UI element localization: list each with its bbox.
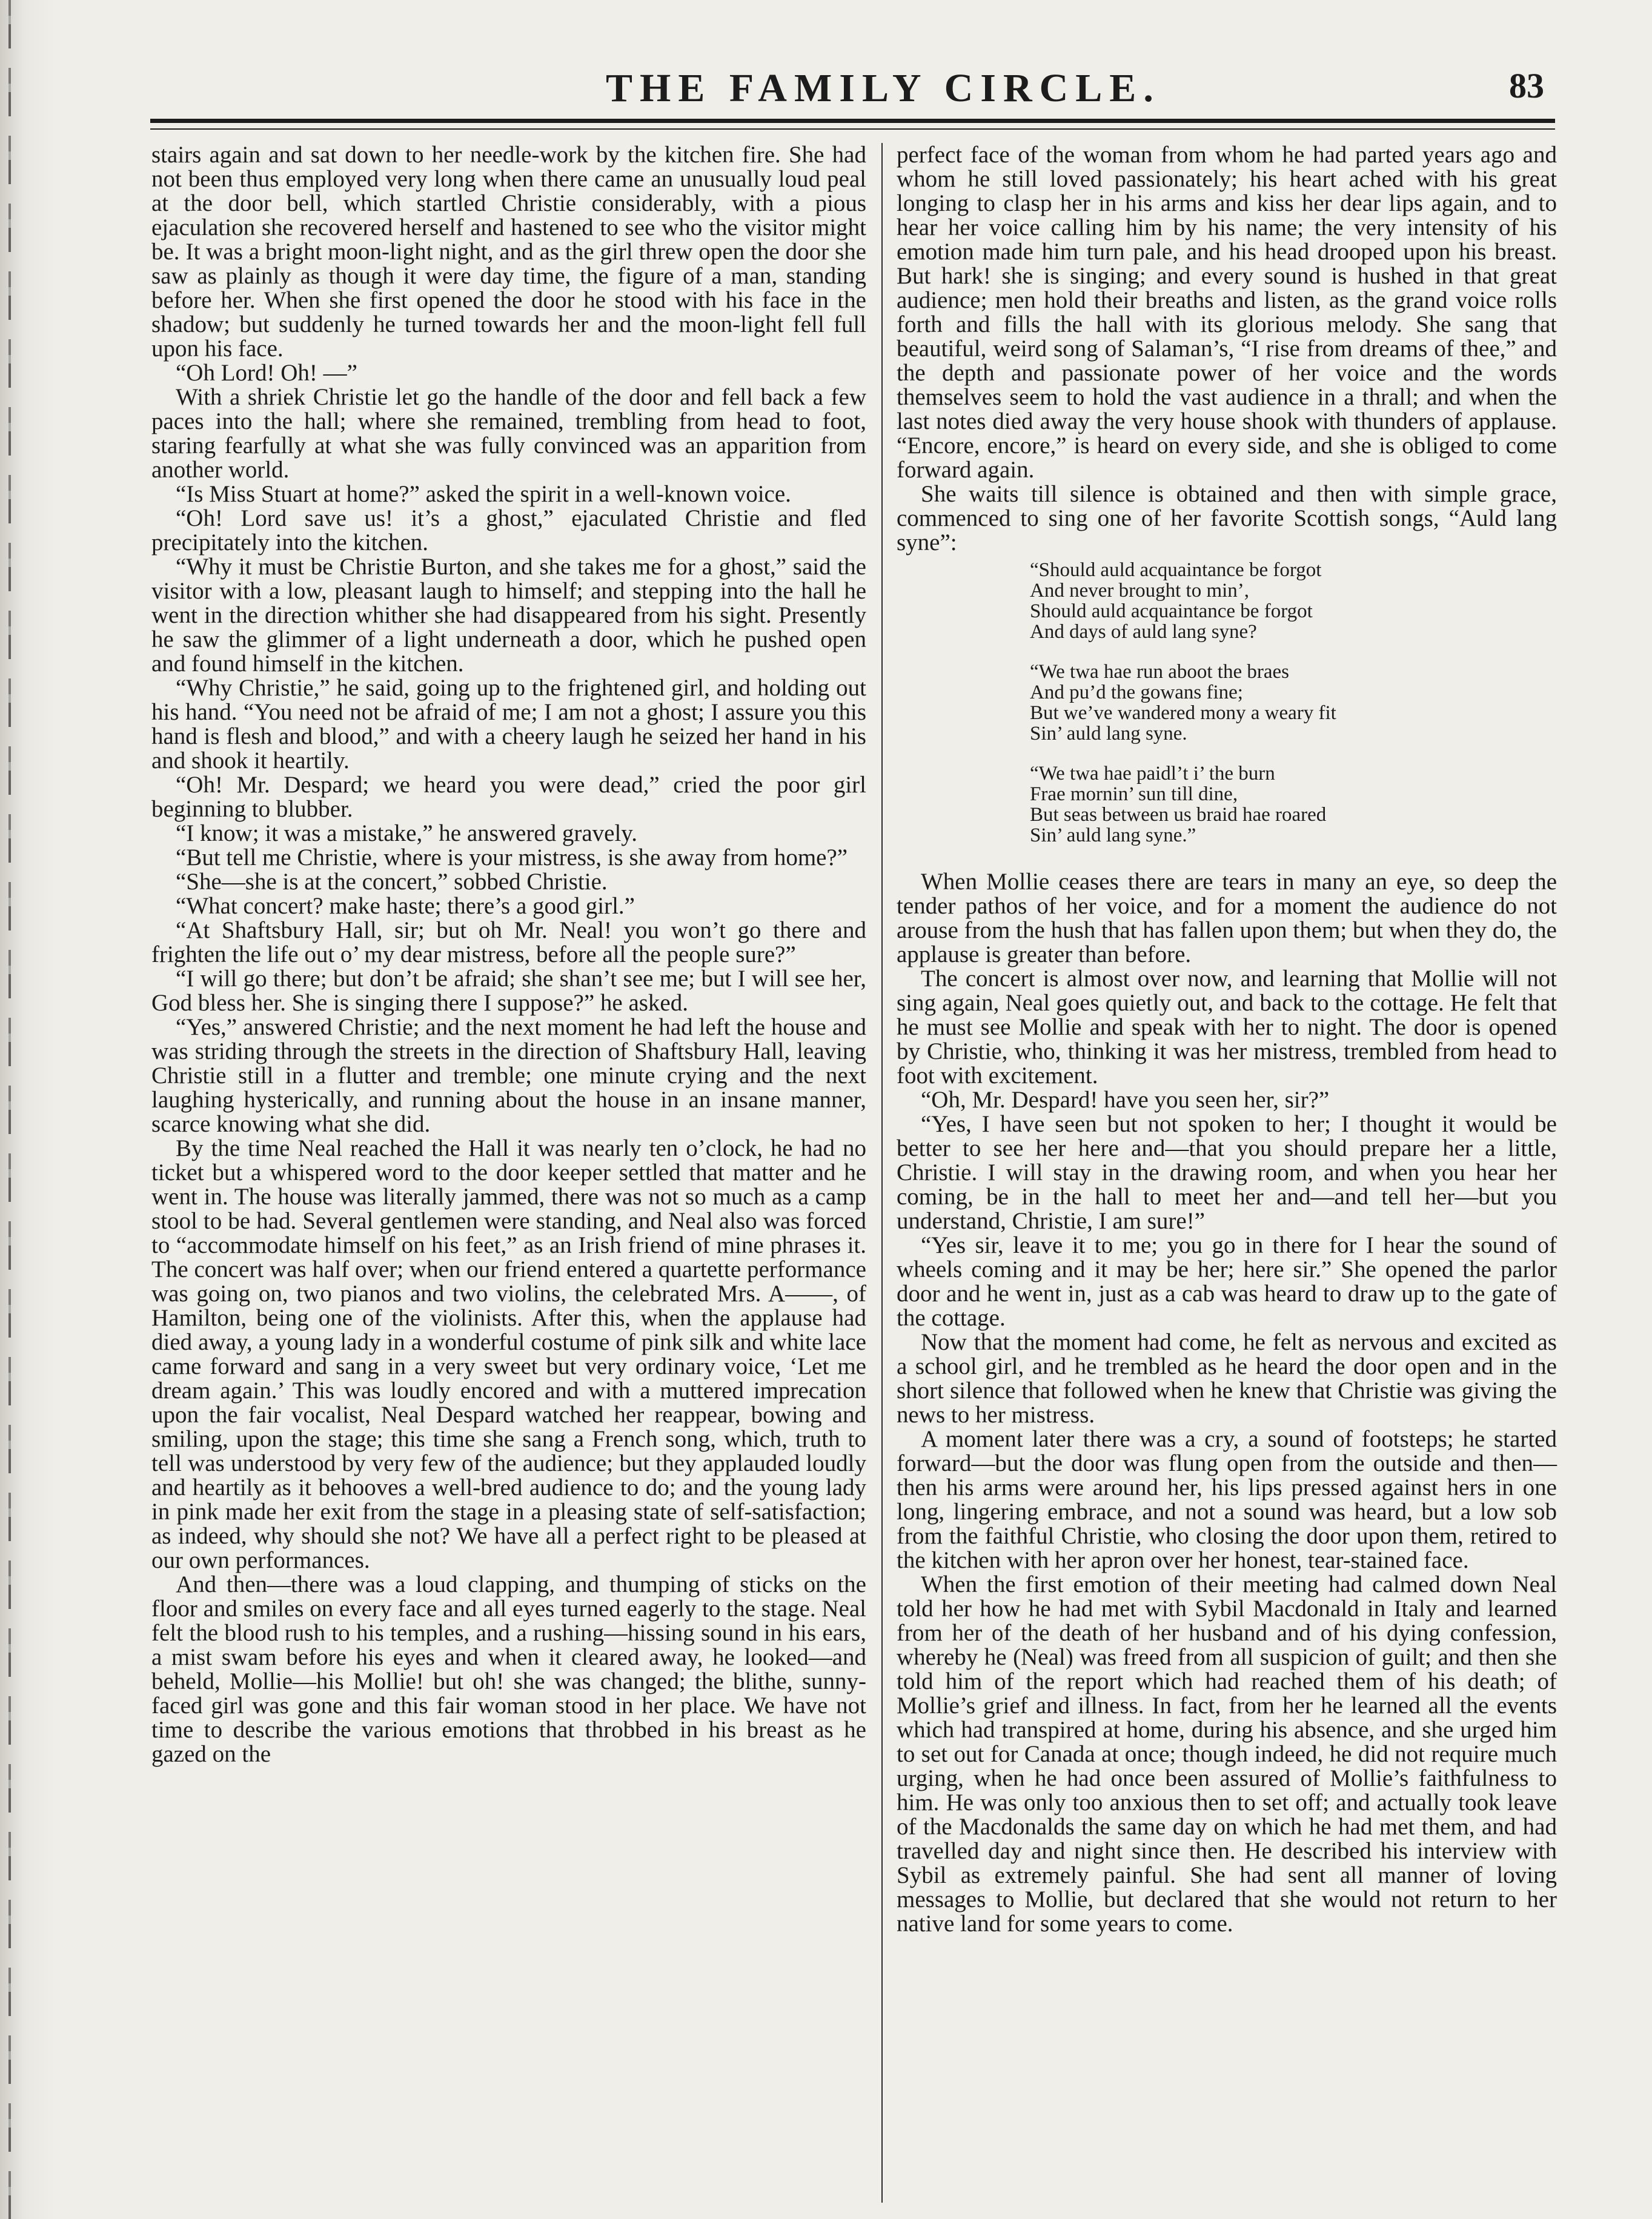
- paragraph: “But tell me Christie, where is your mistress, is she away from home?”: [176, 844, 848, 871]
- paragraph: “Why Christie,” he said, going up to the frightened girl, and holding out his hand. “You need not be afraid of me; I am not a ghost; I assure you this hand is flesh and blood,” and with a cheery laugh he seized her hand in his and shook it heartily.: [151, 675, 866, 774]
- poem-stanza: [1030, 560, 1557, 642]
- paragraph: “Yes sir, leave it to me; you go in there for I hear the sound of wheels coming and it may be her; here sir.” She opened the parlor door and he went in, just as a cab was heard to draw up to the gate of the cottage.: [897, 1232, 1557, 1331]
- paragraph: “Is Miss Stuart at home?” asked the spirit in a well-known voice.: [176, 481, 791, 507]
- paragraph: She waits till silence is obtained and then with simple grace, commenced to sing one of her favorite Scottish songs, “Auld lang syne”:: [897, 481, 1557, 556]
- column-divider: [881, 143, 883, 2203]
- paragraph: And then—there was a loud clapping, and thumping of sticks on the floor and smiles on every face and all eyes turned eagerly to the stage. Neal felt the blood rush to his temples, and a rushing—hissing sound in his ears, a mist swam before his eyes and when it cleared away, he looked—and beheld, Mollie—his Mollie! but oh! she was changed; the blithe, sunny-faced girl was gone and this fair woman stood in her place. We have not time to describe the various emotions that throbbed in his breast as he gazed on the: [151, 1571, 866, 1767]
- poem-line: But seas between us braid hae roared: [1030, 804, 1327, 826]
- paragraph: A moment later there was a cry, a sound of footsteps; he started forward—but the door was flung open from the outside and then—then his arms were around her, his lips pressed against hers in one long, lingering embrace, and not a sound was heard, but a low sob from the faithful Christie, who closing the door upon them, retired to the kitchen with her apron over her honest, tear-stained face.: [897, 1426, 1557, 1573]
- poem-line: And days of auld lang syne?: [1030, 621, 1257, 643]
- poem-line: “We twa hae run aboot the braes: [1030, 661, 1289, 683]
- poem-auld-lang-syne: [897, 560, 1557, 846]
- paragraph: When the first emotion of their meeting had calmed down Neal told her how he had met with Sybil Macdonald in Italy and learned from her of the death of her husband and of his dying confession, whereby he (Neal) was freed from all suspicion of guilt; and then she told him of the report which had reached them of his death; of Mollie’s grief and illness. In fact, from her he learned all the events which had transpired at home, during his absence, and she urged him to set out for Canada at once; though indeed, he did not require much urging, when he had once been assured of Mollie’s faithfulness to him. He was only too anxious then to set off; and actually took leave of the Macdonalds the same day on which he had met them, and had travelled day and night since then. He described his interview with Sybil as extremely painful. She had sent all manner of loving messages to Mollie, but declared that she would not return to her native land for some years to come.: [897, 1571, 1557, 1937]
- paragraph: “Oh! Lord save us! it’s a ghost,” ejaculated Christie and fled precipitately into the kitchen.: [151, 505, 866, 556]
- paragraph: “I will go there; but don’t be afraid; she shan’t see me; but I will see her, God bless her. She is singing there I suppose?” he asked.: [151, 966, 866, 1016]
- header-rule-thin: [150, 128, 1555, 130]
- poem-line: Sin’ auld lang syne.: [1030, 723, 1187, 745]
- header-rule-thick: [150, 119, 1555, 123]
- paragraph: “Why it must be Christie Burton, and she takes me for a ghost,” said the visitor with a low, pleasant laugh to himself; and stepping into the hall he went in the direction whither she had disappeared from his sight. Presently he saw the glimmer of a light underneath a door, which he pushed open and found himself in the kitchen.: [151, 554, 866, 677]
- poem-line: “We twa hae paidl’t i’ the burn: [1030, 763, 1275, 784]
- page-number: 83: [1509, 66, 1544, 105]
- paragraph: stairs again and sat down to her needle-work by the kitchen fire. She had not been thus employed very long when there came an unusually loud peal at the door bell, which startled Christie considerably, with a pious ejaculation she recovered herself and hastened to see who the visitor might be. It was a bright moon-light night, and as the girl threw open the door she saw as plainly as though it were day time, the figure of a man, standing before her. When she first opened the door he stood with his face in the shadow; but suddenly he turned towards her and the moon-light fell full upon his face.: [151, 142, 866, 362]
- poem-stanza: [1030, 763, 1557, 846]
- right-column: [897, 143, 1557, 1936]
- paragraph: With a shriek Christie let go the handle of the door and fell back a few paces into the hall; where she remained, trembling from head to foot, staring fearfully at what she was fully convinced was an apparition from another world.: [151, 384, 866, 483]
- paragraph: “What concert? make haste; there’s a good girl.”: [176, 893, 635, 919]
- paragraph: Now that the moment had come, he felt as nervous and excited as a school girl, and he trembled as he heard the door open and in the short silence that followed when he knew that Christie was giving the news to her mistress.: [897, 1329, 1557, 1428]
- binding-stitching: [8, 0, 11, 2219]
- poem-line: Sin’ auld lang syne.”: [1030, 824, 1196, 846]
- paragraph: When Mollie ceases there are tears in many an eye, so deep the tender pathos of her voice, and for a moment the audience do not arouse from the hush that has fallen upon them; but when they do, the applause is greater than before.: [897, 869, 1557, 967]
- poem-line: And never brought to min’,: [1030, 580, 1250, 602]
- poem-line: Frae mornin’ sun till dine,: [1030, 783, 1238, 805]
- paragraph: “Oh, Mr. Despard! have you seen her, sir?”: [921, 1087, 1330, 1113]
- poem-line: And pu’d the gowans fine;: [1030, 682, 1243, 703]
- paragraph: By the time Neal reached the Hall it was nearly ten o’clock, he had no ticket but a whispered word to the door keeper settled that matter and he went in. The house was literally jammed, there was not so much as a camp stool to be had. Several gentlemen were standing, and Neal also was forced to “accommodate himself on his feet,” as an Irish friend of mine phrases it. The concert was half over; when our friend entered a quartette performance was going on, two pianos and two violins, the celebrated Mrs. A——, of Hamilton, being one of the violinists. After this, when the applause had died away, a young lady in a wonderful costume of pink silk and white lace came forward and sang in a very sweet but very ordinary voice, ‘Let me dream again.’ This was loudly encored and with a muttered imprecation upon the fair vocalist, Neal Despard watched her reappear, bowing and smiling, upon the stage; this time she sang a French song, which, truth to tell was understood by very few of the audience; but they applauded loudly and heartily as it behooves a well-bred audience to do; and the young lady in pink made her exit from the stage in a pleasing state of self-satisfaction; as indeed, why should she not? We have all a perfect right to be pleased at our own performances.: [151, 1135, 866, 1573]
- running-head: THE FAMILY CIRCLE.: [606, 66, 1161, 110]
- poem-line: “Should auld acquaintance be forgot: [1030, 559, 1322, 581]
- paragraph: The concert is almost over now, and learning that Mollie will not sing again, Neal goes quietly out, and back to the cottage. He felt that he must see Mollie and speak with her to night. The door is opened by Christie, who, thinking it was her mistress, trembled from head to foot with excitement.: [897, 966, 1557, 1089]
- paragraph: “Yes,” answered Christie; and the next moment he had left the house and was striding through the streets in the direction of Shaftsbury Hall, leaving Christie still in a flutter and tremble; one minute crying and the next laughing hysterically, and running about the house in an insane manner, scarce knowing what she did.: [151, 1014, 866, 1137]
- poem-line: Should auld acquaintance be forgot: [1030, 600, 1313, 622]
- paragraph: “Yes, I have seen but not spoken to her; I thought it would be better to see her here and—that you should prepare her a little, Christie. I will stay in the drawing room, and when you hear her coming, be in the hall to meet her and—and tell her—but you understand, Christie, I am sure!”: [897, 1111, 1557, 1234]
- paragraph: “At Shaftsbury Hall, sir; but oh Mr. Neal! you won’t go there and frighten the life out o’ my dear mistress, before all the people sure?”: [151, 917, 866, 967]
- paragraph: “I know; it was a mistake,” he answered gravely.: [176, 820, 638, 846]
- left-column: [151, 143, 866, 1766]
- poem-stanza: [1030, 662, 1557, 744]
- poem-line: But we’ve wandered mony a weary fit: [1030, 702, 1336, 724]
- paragraph: “Oh Lord! Oh! —”: [176, 360, 357, 386]
- paragraph: “Oh! Mr. Despard; we heard you were dead,” cried the poor girl beginning to blubber.: [151, 772, 866, 822]
- paragraph: “She—she is at the concert,” sobbed Christie.: [176, 869, 608, 895]
- paragraph: perfect face of the woman from whom he had parted years ago and whom he still loved passionately; his heart ached with his great longing to clasp her in his arms and kiss her dear lips again, and to hear her voice calling him by his name; the very intensity of his emotion made him turn pale, and his head drooped upon his breast. But hark! she is singing; and every sound is hushed in that great audience; men hold their breaths and listen, as the grand voice rolls forth and fills the hall with its glorious melody. She sang that beautiful, weird song of Salaman’s, “I rise from dreams of thee,” and the depth and passionate power of her voice and the words themselves seem to hold the vast audience in a thrall; and when the last notes died away the very house shook with thunders of applause. “Encore, encore,” is heard on every side, and she is obliged to come forward again.: [897, 142, 1557, 483]
